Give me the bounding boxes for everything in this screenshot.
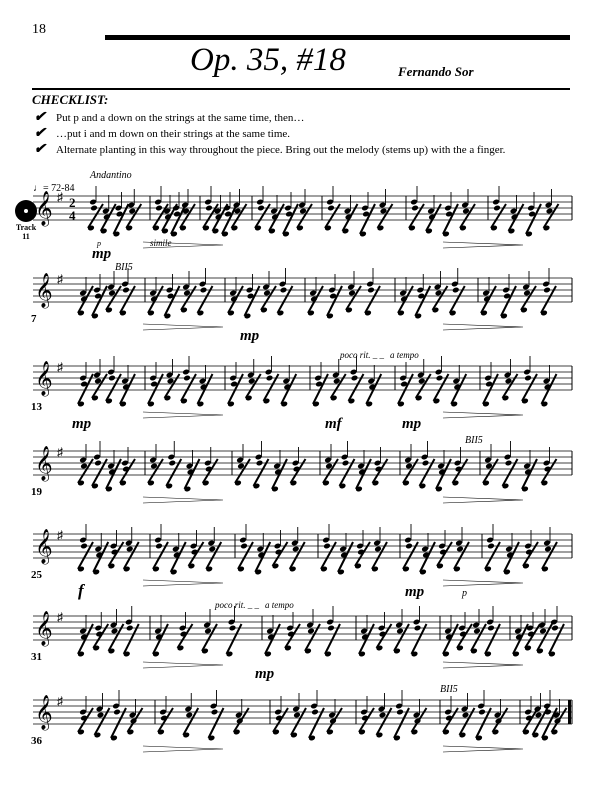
dynamic-marking: mp	[72, 416, 92, 432]
tempo-marking: Andantino	[90, 170, 132, 181]
note-head	[543, 287, 551, 294]
beam	[443, 624, 458, 654]
dynamic-marking: mp	[240, 328, 260, 344]
beam	[106, 459, 121, 489]
measure-number: 31	[31, 651, 42, 663]
note-head	[183, 375, 191, 382]
key-signature-sharp-icon: ♯	[57, 610, 63, 624]
crescendo-hairpin	[143, 662, 223, 668]
expression-marking: a tempo	[390, 350, 419, 360]
beam	[338, 542, 353, 572]
decrescendo-hairpin	[443, 242, 523, 248]
check-mark-icon: ✔	[34, 110, 46, 125]
note-head	[524, 375, 532, 382]
measure-number: 7	[31, 313, 37, 325]
treble-clef-icon: 𝄞	[35, 192, 53, 225]
beam	[198, 374, 213, 404]
note-head	[240, 543, 248, 550]
note-head	[205, 205, 213, 212]
expression-marking: a tempo	[265, 600, 294, 610]
note-head	[256, 460, 264, 467]
note-head	[505, 460, 513, 467]
beam	[272, 459, 287, 489]
note-head	[200, 287, 208, 294]
note-head	[266, 375, 274, 382]
measure-number: 25	[31, 569, 42, 581]
measure-number: 13	[31, 401, 42, 413]
measure-number: 36	[31, 735, 42, 747]
check-mark-icon: ✔	[34, 126, 46, 141]
beam	[504, 542, 519, 572]
beam	[436, 459, 451, 489]
note-head	[452, 287, 460, 294]
decrescendo-hairpin	[443, 580, 523, 586]
beam	[153, 624, 168, 654]
beam	[522, 459, 537, 489]
check-mark-icon: ✔	[34, 142, 46, 157]
piece-title: Op. 35, #18	[190, 42, 346, 78]
decrescendo-hairpin	[443, 746, 523, 752]
key-signature-sharp-icon: ♯	[57, 694, 63, 708]
beam	[93, 542, 108, 572]
note-head	[478, 709, 486, 716]
beam	[171, 542, 186, 572]
beam	[255, 542, 270, 572]
note-head	[411, 205, 419, 212]
note-head	[122, 287, 130, 294]
note-head	[113, 709, 121, 716]
note-head	[90, 205, 98, 212]
note-head	[493, 205, 501, 212]
measure-number: 19	[31, 486, 42, 498]
note-head	[367, 287, 375, 294]
note-head	[94, 460, 102, 467]
checklist-item: ✔ …put i and m down on their strings at the same time.	[34, 126, 291, 141]
beam	[120, 374, 135, 404]
dynamic-marking: mp	[255, 666, 275, 682]
crescendo-hairpin	[143, 497, 223, 503]
note-head	[436, 375, 444, 382]
dynamic-marking: mp	[92, 246, 112, 262]
decrescendo-hairpin	[443, 662, 523, 668]
beam	[281, 374, 296, 404]
time-signature-top: 2	[69, 195, 76, 210]
dynamic-marking: f	[78, 581, 84, 600]
treble-clef-icon: 𝄞	[35, 612, 53, 645]
final-barline	[568, 700, 571, 724]
treble-clef-icon: 𝄞	[35, 274, 53, 307]
expression-marking: BII5	[115, 262, 133, 273]
beam	[420, 542, 435, 572]
expression-marking: p	[97, 239, 101, 248]
key-signature-sharp-icon: ♯	[57, 528, 63, 542]
track-label: Track 11	[15, 223, 37, 241]
treble-clef-icon: 𝄞	[35, 530, 53, 563]
expression-marking: simile	[150, 238, 172, 248]
note-head	[126, 625, 134, 632]
dynamic-marking: mp	[405, 584, 425, 600]
note-head	[414, 625, 422, 632]
crescendo-hairpin	[143, 412, 223, 418]
expression-marking: p	[462, 588, 467, 599]
checklist-heading: CHECKLIST:	[32, 92, 109, 107]
beam	[451, 374, 466, 404]
note-head	[168, 460, 176, 467]
treble-clef-icon: 𝄞	[35, 362, 53, 395]
beam	[542, 374, 557, 404]
beam	[356, 459, 371, 489]
expression-marking: BII5	[465, 435, 483, 446]
decrescendo-hairpin	[443, 324, 523, 330]
note-head	[108, 375, 116, 382]
expression-marking: poco rit. _ _	[340, 350, 384, 360]
note-head	[351, 375, 359, 382]
note-head	[311, 709, 319, 716]
note-head	[422, 460, 430, 467]
note-head	[405, 543, 413, 550]
beam	[366, 374, 381, 404]
beam	[265, 624, 280, 654]
beam	[185, 459, 200, 489]
beam	[359, 624, 374, 654]
key-signature-sharp-icon: ♯	[57, 445, 63, 459]
note-head	[229, 625, 237, 632]
crescendo-hairpin	[143, 324, 223, 330]
note-head	[323, 543, 331, 550]
note-head	[487, 625, 495, 632]
key-signature-sharp-icon: ♯	[57, 190, 63, 204]
treble-clef-icon: 𝄞	[35, 447, 53, 480]
note-head	[211, 709, 219, 716]
dynamic-marking: mp	[402, 416, 422, 432]
note-head	[544, 709, 552, 716]
composer-name: Fernando Sor	[398, 64, 474, 79]
decrescendo-hairpin	[443, 412, 523, 418]
key-signature-sharp-icon: ♯	[57, 360, 63, 374]
note-head	[257, 205, 265, 212]
key-signature-sharp-icon: ♯	[57, 272, 63, 286]
crescendo-hairpin	[143, 580, 223, 586]
note-head	[487, 543, 495, 550]
note-head	[155, 543, 163, 550]
treble-clef-icon: 𝄞	[35, 696, 53, 729]
note-head	[396, 709, 404, 716]
metronome-mark: ♩= 72-84	[33, 183, 75, 194]
expression-marking: poco rit. _ _	[215, 600, 259, 610]
checklist-item: ✔ Alternate planting in this way throughout the piece. Bring out the melody (stems up) with the a finger.	[34, 142, 506, 157]
note-head	[327, 625, 335, 632]
note-head	[80, 543, 88, 550]
crescendo-hairpin	[143, 746, 223, 752]
time-signature-bottom: 4	[69, 208, 76, 223]
dynamic-marking: mf	[325, 416, 342, 432]
note-head	[327, 205, 335, 212]
note-head	[155, 205, 163, 212]
beam	[78, 624, 93, 654]
note-head	[342, 460, 350, 467]
expression-marking: BII5	[440, 684, 458, 695]
note-head	[551, 625, 559, 632]
checklist-item: ✔ Put p and a down on the strings at the same time, then…	[34, 110, 305, 125]
page-number: 18	[32, 22, 46, 37]
note-head	[280, 287, 288, 294]
decrescendo-hairpin	[443, 497, 523, 503]
